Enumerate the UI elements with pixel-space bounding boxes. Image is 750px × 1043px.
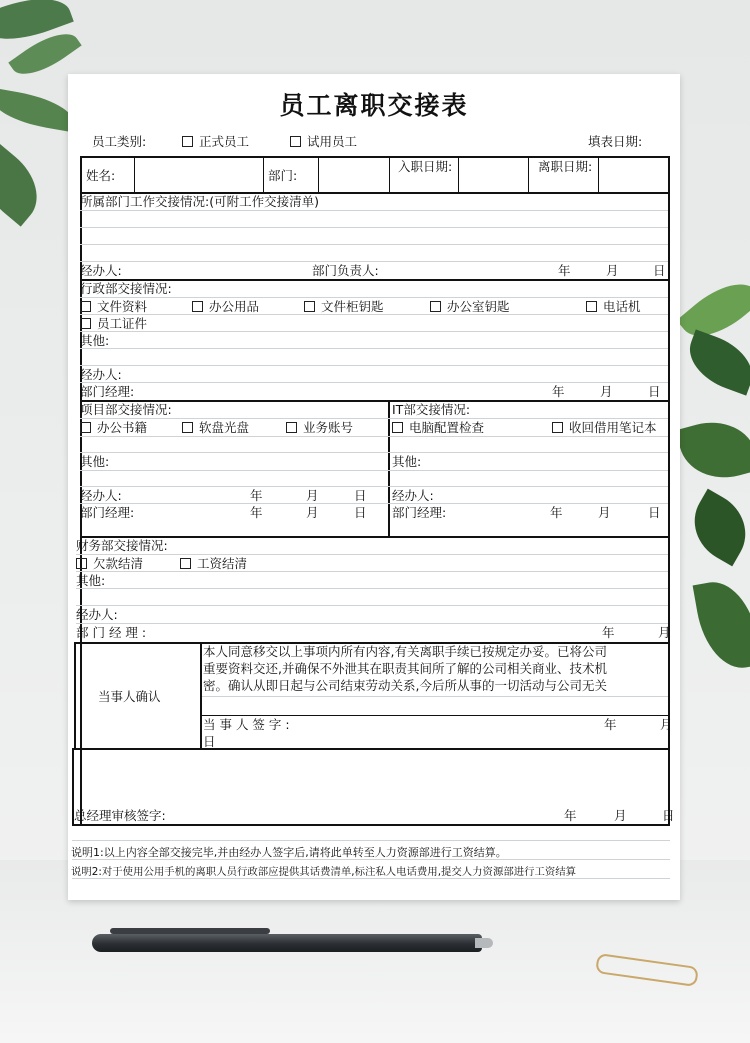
confirm-label: 当事人确认: [98, 689, 161, 704]
dept-year: 年: [558, 263, 571, 278]
admin-item-phone-label: 电话机: [603, 299, 641, 314]
name-field[interactable]: [140, 168, 260, 182]
finance-other-label: 其他:: [76, 573, 106, 588]
project-manager-month: 月: [306, 505, 319, 520]
option-regular-label: 正式员工: [199, 134, 250, 149]
admin-month: 月: [600, 384, 613, 399]
checkbox-regular[interactable]: [182, 136, 193, 147]
confirm-statement-line-1: 本人同意移交以上事项内所有内容,有关离职手续已按规定办妥。已将公司: [203, 644, 607, 659]
checkbox-admin-phone[interactable]: [586, 301, 597, 312]
admin-section-heading: 行政部交接情况:: [80, 281, 172, 296]
project-item-accounts-label: 业务账号: [303, 420, 354, 435]
project-item-books-label: 办公书籍: [97, 420, 148, 435]
finance-handler-label: 经办人:: [76, 607, 118, 622]
dept-field[interactable]: [324, 168, 384, 182]
it-item-laptop[interactable]: [552, 420, 657, 435]
fill-date-label: 填表日期:: [588, 134, 643, 149]
checkbox-admin-office-key[interactable]: [430, 301, 441, 312]
confirm-day: 日: [203, 734, 216, 749]
dept-month: 月: [606, 263, 619, 278]
note-1: 说明1:以上内容全部交接完毕,并由经办人签字后,请将此单转至人力资源部进行工资结算。: [71, 846, 507, 859]
project-item-disks[interactable]: [182, 420, 249, 435]
admin-item-supplies[interactable]: [192, 299, 259, 314]
checkbox-probation[interactable]: [290, 136, 301, 147]
hire-date-label: 入职日期:: [398, 159, 453, 174]
admin-other-label: 其他:: [80, 333, 110, 348]
project-handler-day: 日: [354, 488, 367, 503]
checkbox-it-pc-check[interactable]: [392, 422, 403, 433]
finance-manager-label: 部 门 经 理 :: [76, 625, 147, 640]
gm-month: 月: [614, 808, 627, 823]
it-manager-month: 月: [598, 505, 611, 520]
admin-item-documents[interactable]: [80, 299, 147, 314]
option-regular[interactable]: [182, 134, 249, 149]
admin-item-id-card-label: 员工证件: [97, 316, 148, 331]
admin-manager-label: 部门经理:: [80, 384, 135, 399]
it-item-pc-check-label: 电脑配置检查: [409, 420, 485, 435]
project-manager-label: 部门经理:: [80, 505, 135, 520]
checkbox-admin-supplies[interactable]: [192, 301, 203, 312]
leave-date-label: 离职日期:: [538, 159, 593, 174]
it-manager-day: 日: [648, 505, 661, 520]
dept-section-heading: 所属部门工作交接情况:(可附工作交接清单): [80, 194, 319, 209]
admin-year: 年: [552, 384, 565, 399]
project-manager-year: 年: [250, 505, 263, 520]
admin-item-cabinet-key[interactable]: [304, 299, 384, 314]
project-item-accounts[interactable]: [286, 420, 353, 435]
dept-head-label: 部门负责人:: [312, 263, 379, 278]
gm-sign-label: 总经理审核签字:: [74, 808, 166, 823]
checkbox-it-laptop[interactable]: [552, 422, 563, 433]
admin-item-cabinet-key-label: 文件柜钥匙: [321, 299, 384, 314]
checkbox-project-disks[interactable]: [182, 422, 193, 433]
dept-handler-label: 经办人:: [80, 263, 122, 278]
confirm-month: 月: [660, 717, 673, 732]
it-item-laptop-label: 收回借用笔记本: [569, 420, 657, 435]
checkbox-finance-salary[interactable]: [180, 558, 191, 569]
it-other-label: 其他:: [392, 454, 422, 469]
project-item-disks-label: 软盘光盘: [199, 420, 250, 435]
admin-item-office-key[interactable]: [430, 299, 510, 314]
admin-item-id-card[interactable]: [80, 316, 147, 331]
checkbox-admin-cabinet-key[interactable]: [304, 301, 315, 312]
finance-item-salary[interactable]: [180, 556, 247, 571]
finance-section-heading: 财务部交接情况:: [76, 538, 168, 553]
option-probation-label: 试用员工: [307, 134, 358, 149]
checkbox-admin-id-card[interactable]: [80, 318, 91, 329]
gm-year: 年: [564, 808, 577, 823]
checkbox-project-books[interactable]: [80, 422, 91, 433]
project-other-label: 其他:: [80, 454, 110, 469]
it-manager-label: 部门经理:: [392, 505, 447, 520]
option-probation[interactable]: [290, 134, 357, 149]
admin-day: 日: [648, 384, 661, 399]
finance-item-debt[interactable]: [76, 556, 143, 571]
project-item-books[interactable]: [80, 420, 147, 435]
confirm-statement-line-3: 密。确认从即日起与公司结束劳动关系,今后所从事的一切活动与公司无关: [203, 678, 607, 693]
handover-form: [68, 74, 680, 900]
it-item-pc-check[interactable]: [392, 420, 484, 435]
it-section-heading: IT部交接情况:: [392, 402, 471, 417]
finance-item-debt-label: 欠款结清: [93, 556, 144, 571]
confirm-sign-label: 当 事 人 签 字 :: [203, 717, 290, 732]
hire-date-field[interactable]: [463, 168, 523, 182]
admin-item-documents-label: 文件资料: [97, 299, 148, 314]
project-handler-month: 月: [306, 488, 319, 503]
project-manager-day: 日: [354, 505, 367, 520]
admin-item-phone[interactable]: [586, 299, 641, 314]
admin-item-supplies-label: 办公用品: [209, 299, 260, 314]
checkbox-finance-debt[interactable]: [76, 558, 87, 569]
confirm-year: 年: [604, 717, 617, 732]
admin-handler-label: 经办人:: [80, 367, 122, 382]
checkbox-admin-documents[interactable]: [80, 301, 91, 312]
confirm-statement-line-2: 重要资料交还,并确保不外泄其在职责其间所了解的公司相关商业、技术机: [203, 661, 607, 676]
form-title: 员工离职交接表: [279, 91, 469, 120]
finance-year: 年: [602, 625, 615, 640]
project-section-heading: 项目部交接情况:: [80, 402, 172, 417]
name-label: 姓名:: [86, 168, 116, 183]
gm-day: 日: [662, 808, 675, 823]
it-manager-year: 年: [550, 505, 563, 520]
dept-day: 日: [653, 263, 666, 278]
finance-month: 月: [658, 625, 671, 640]
project-handler-year: 年: [250, 488, 263, 503]
it-handler-label: 经办人:: [392, 488, 434, 503]
leave-date-field[interactable]: [604, 168, 662, 182]
employee-type-label: 员工类别:: [92, 134, 147, 149]
note-2: 说明2:对于使用公用手机的离职人员行政部应提供其话费清单,标注私人电话费用,提交人力资源部进行工资结算: [71, 866, 577, 878]
checkbox-project-accounts[interactable]: [286, 422, 297, 433]
admin-item-office-key-label: 办公室钥匙: [447, 299, 510, 314]
finance-item-salary-label: 工资结清: [197, 556, 248, 571]
project-handler-label: 经办人:: [80, 488, 122, 503]
dept-label: 部门:: [268, 168, 298, 183]
